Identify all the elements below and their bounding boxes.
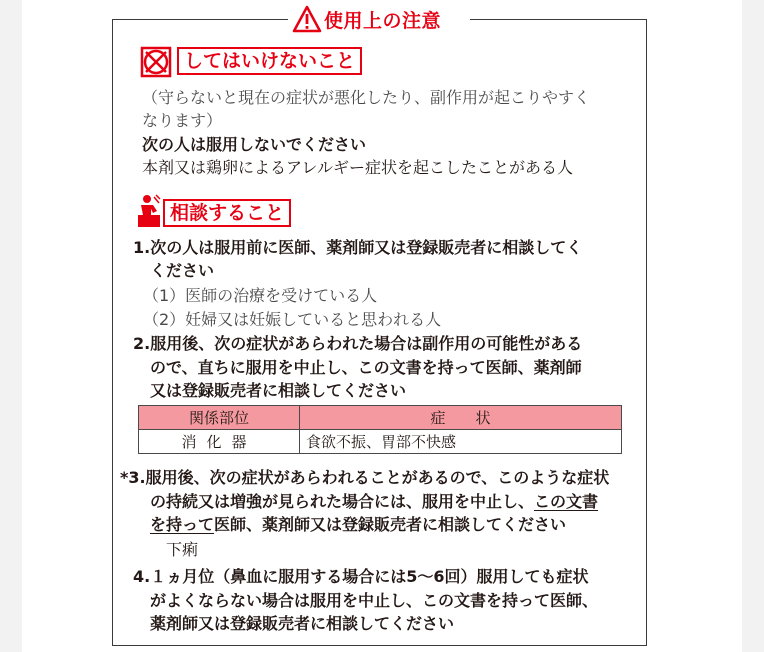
consult-item1-line2: ください — [150, 261, 215, 280]
consult-heading: 相談すること — [163, 199, 291, 227]
table-cell-symptom: 食欲不振、胃部不快感 — [300, 430, 622, 454]
consult-item3-line2-underlined: この文書 — [534, 492, 599, 511]
warning-triangle-icon — [292, 5, 322, 33]
consult-item4-line2: がよくならない場合は服用を中止し、この文書を持って医師、 — [150, 591, 599, 610]
consult-item3-line2 — [150, 491, 598, 513]
consult-item1-sub1: （1）医師の治療を受けている人 — [143, 286, 378, 305]
consult-item3-line1: *3.服用後、次の症状があらわれることがあるので、このような症状 — [120, 468, 610, 487]
prohibition-cross-icon — [140, 46, 172, 78]
consult-item4-line3: 薬剤師又は登録販売者に相談してください — [150, 614, 455, 633]
consult-item2-line3: 又は登録販売者に相談してください — [150, 381, 407, 400]
consult-item1-sub2: （2）妊婦又は妊娠していると思われる人 — [143, 310, 442, 329]
page-edge-right — [742, 0, 764, 652]
frame-border-right — [646, 19, 647, 645]
dont-item: 本剤又は鶏卵によるアレルギー症状を起こしたことがある人 — [142, 158, 573, 177]
consult-item3-line3-underlined: を持って — [150, 515, 215, 534]
consult-item3-line3 — [150, 514, 566, 536]
table-row — [139, 430, 622, 454]
symptom-table — [138, 405, 622, 454]
consult-item2-line1: 2.服用後、次の症状があらわれた場合は副作用の可能性がある — [133, 334, 583, 353]
page-edge-left — [0, 0, 22, 652]
dont-subheading: 次の人は服用しないでください — [142, 135, 367, 154]
consult-item3-line3-text: 医師、薬剤師又は登録販売者に相談してください — [214, 515, 567, 534]
consult-item3-symptom: 下痢 — [166, 540, 199, 559]
frame-border-top-left — [112, 19, 288, 20]
consult-item3-line2-text: の持続又は増強が見られた場合には、服用を中止し、 — [150, 492, 535, 511]
dont-note-line1: （守らないと現在の症状が悪化したり、副作用が起こりやすく — [142, 88, 591, 107]
consult-item4-line1: 4.１ヵ月位（鼻血に服用する場合には5～6回）服用しても症状 — [133, 567, 589, 586]
consult-person-icon — [137, 193, 161, 227]
table-cell-site: 消化器 — [139, 430, 300, 454]
consult-item2-line2: ので、直ちに服用を中止し、この文書を持って医師、薬剤師 — [150, 358, 582, 377]
table-header-symptom: 症 状 — [300, 406, 622, 430]
frame-border-bottom — [112, 645, 647, 646]
frame-border-left — [112, 19, 113, 645]
title-text: 使用上の注意 — [324, 9, 442, 32]
table-header-row — [139, 406, 622, 430]
dont-heading: してはいけないこと — [177, 47, 362, 75]
table-header-site: 関係部位 — [139, 406, 300, 430]
consult-item1-line1: 1.次の人は服用前に医師、薬剤師又は登録販売者に相談してく — [133, 238, 583, 257]
frame-border-top-right — [470, 19, 647, 20]
page-title — [292, 3, 441, 35]
dont-note-line2: なります） — [142, 111, 223, 130]
